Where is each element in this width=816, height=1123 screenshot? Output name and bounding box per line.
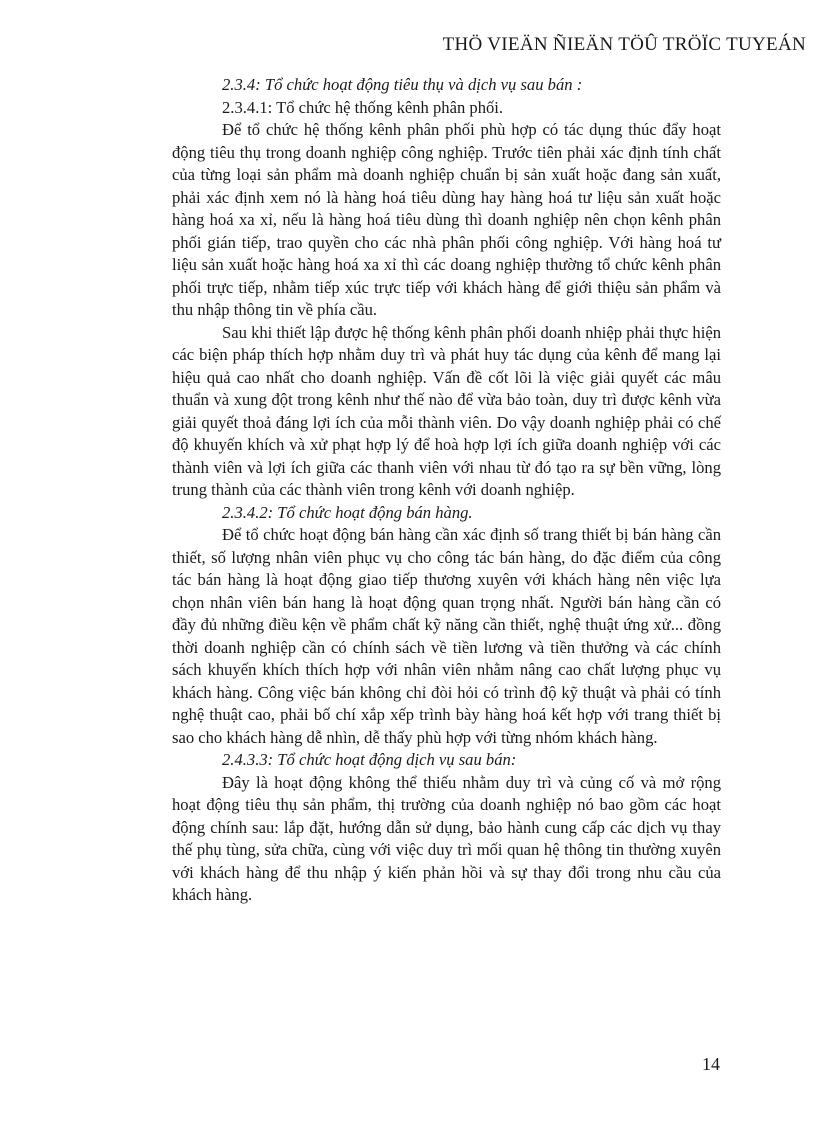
subsection-heading-2-4-3-3: 2.4.3.3: Tổ chức hoạt động dịch vụ sau bán: — [222, 750, 517, 769]
paragraph-distribution-channel: Để tổ chức hệ thống kênh phân phối phù hợp có tác dụng thúc đẩy hoạt động tiêu thụ trong doanh nghiệp công nghiệp. Trước tiên phải xác định tính chất của từng loại sản phẩm mà doanh nghiệp chuẩn bị sản xuất hoặc đang sản xuất, phải xác định xem nó là hàng hoá tiêu dùng hay hàng hoá tư liệu sản xuất hoặc hàng hoá xa xỉ, nếu là hàng hoá tiêu dùng thì doanh nghiệp nên chọn kênh phân phối gián tiếp, trao quyền cho các nhà phân phối công nghiệp. Với hàng hoá tư liệu sản xuất hoặc hàng hoá xa xỉ thì các doang nghiệp thường tổ chức kênh phân phối trực tiếp, nhằm tiếp xúc trực tiếp với khách hàng để giới thiệu sản phẩm và thu nhập thông tin về phía cầu. — [172, 120, 721, 319]
document-body — [172, 74, 721, 907]
paragraph-after-sales-service: Đây là hoạt động không thể thiếu nhằm duy trì và củng cố và mở rộng hoạt động tiêu thụ sản phẩm, thị trường của doanh nghiệp nó bao gồm các hoạt động chính sau: lắp đặt, hướng dẫn sử dụng, bảo hành cung cấp các dịch vụ thay thế phụ tùng, sửa chữa, cùng với việc duy trì mối quan hệ thông tin thường xuyên với khách hàng để thu nhập ý kiến phản hồi và sự thay đổi trong nhu cầu của khách hàng. — [172, 772, 721, 904]
subsection-heading-2-3-4-2: 2.3.4.2: Tổ chức hoạt động bán hàng. — [222, 502, 473, 522]
paragraph-sales-organization: Để tổ chức hoạt động bán hàng cần xác định số trang thiết bị bán hàng cần thiết, số lượng nhân viên phục vụ cho công tác bán hàng, do đặc điểm của công tác bán hàng là hoạt động giao tiếp thương xuyên với khách hàng nên việc lựa chọn nhân viên bán hang là hoạt động quan trọng nhất. Người bán hàng cần có đầy đủ những điều kện về phẩm chất kỹ năng cần thiết, nghệ thuật ứng xử... đồng thời doanh nghiệp cần có chính sách về tiền lương và tiền thưởng và các chính sách khuyến khích thích hợp với nhân viên nhằm nâng cao chất lượng phục vụ khách hàng. Công việc bán không chỉ đòi hỏi có trình độ kỹ thuật và phải có tính nghệ thuật cao, phải bố chí xắp xếp trình bày hàng hoá kết hợp với trang thiết bị sao cho khách hàng dễ nhìn, dễ thấy phù hợp với từng nhóm khách hàng. — [172, 525, 721, 747]
subsection-heading-2-3-4-1: 2.3.4.1: Tổ chức hệ thống kênh phân phối. — [222, 97, 504, 117]
page-number: 14 — [702, 1054, 720, 1074]
section-heading-2-3-4: 2.3.4: Tổ chức hoạt động tiêu thụ và dịch vụ sau bán : — [222, 75, 583, 94]
page-header: THÖ VIEÄN ÑIEÄN TÖÛ TRÖÏC TUYEÁN — [442, 34, 806, 55]
paragraph-channel-maintenance: Sau khi thiết lập được hệ thống kênh phân phối doanh nhiệp phải thực hiện các biện pháp thích hợp nhằm duy trì và phát huy tác dụng của kênh để mang lại hiệu quả cao nhất cho doanh nghiệp. Vấn đề cốt lõi là việc giải quyết các mâu thuẩn và xung đột trong kênh như thế nào để vừa bảo toàn, duy trì được kênh vừa giải quyết thoả đáng lợi ích của mỗi thành viên. Do vậy doanh nghiệp phải có chế độ khuyến khích và xử phạt hợp lý để hoà hợp lợi ích giữa doanh nghiệp với các thành viên và lợi ích giữa các thanh viên với nhau từ đó tạo ra sự bền vững, lòng trung thành của các thành viên trong kênh với doanh nghiệp. — [172, 322, 721, 499]
